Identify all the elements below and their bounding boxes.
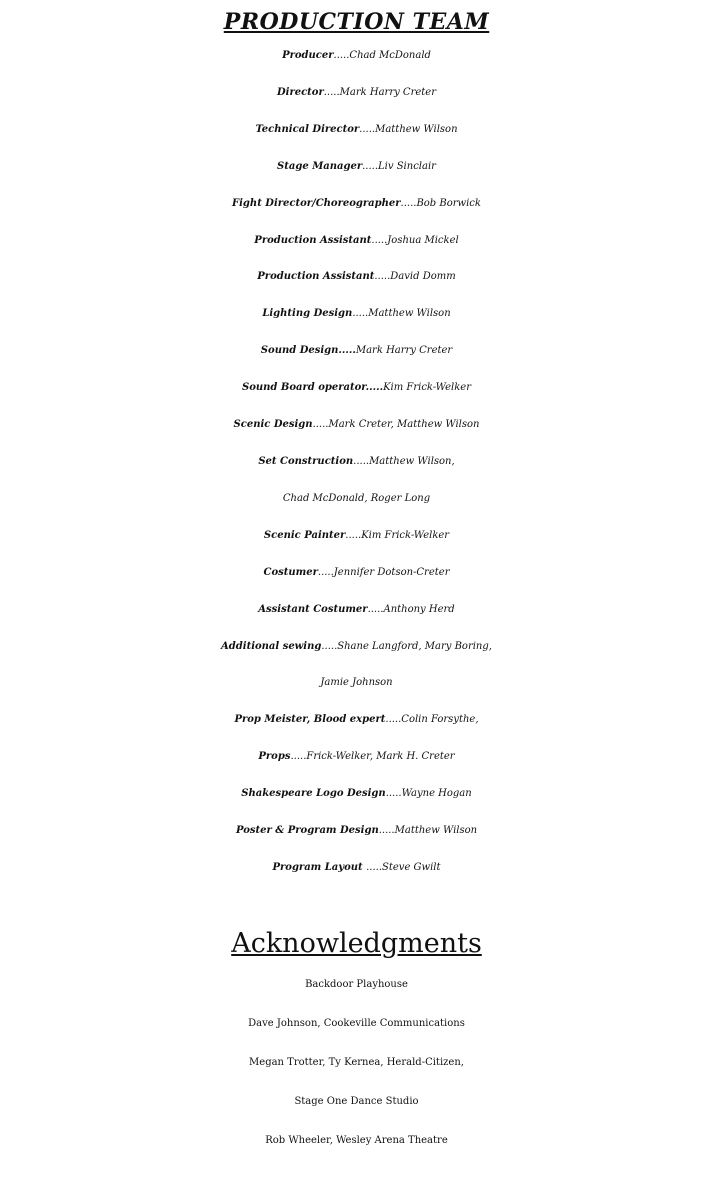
credit-line xyxy=(0,665,713,702)
acknowledgment-line: Rob Wheeler, Wesley Arena Theatre xyxy=(265,1135,448,1146)
credit-dots: ..... xyxy=(385,788,402,800)
credit-name: Frick-Welker, Mark H. Creter xyxy=(306,751,455,763)
credit-dots: ..... xyxy=(317,566,334,578)
acknowledgment-line: Megan Trotter, Ty Kernea, Herald-Citizen, xyxy=(249,1057,464,1068)
credit-dots: ..... xyxy=(359,123,376,135)
credit-role: Prop Meister, Blood expert xyxy=(234,714,386,726)
credit-line xyxy=(0,592,713,629)
credit-role: Production Assistant xyxy=(257,271,375,283)
credit-dots: ..... xyxy=(362,160,379,172)
credit-line xyxy=(0,739,713,776)
credit-dots: ..... xyxy=(290,751,307,763)
credit-name: Liv Sinclair xyxy=(378,160,436,172)
credit-name: Colin Forsythe, xyxy=(401,714,479,726)
credit-name: Bob Borwick xyxy=(416,197,481,209)
credit-dots: ..... xyxy=(367,603,384,615)
credit-line xyxy=(0,149,713,186)
credit-dots: ..... xyxy=(374,271,391,283)
credit-line xyxy=(0,702,713,739)
credit-dots: ..... xyxy=(323,86,340,98)
credit-name: Anthony Herd xyxy=(383,603,455,615)
credit-name: Matthew Wilson xyxy=(394,825,478,837)
credit-role: Costumer xyxy=(263,566,318,578)
credit-line xyxy=(0,259,713,296)
credit-line xyxy=(0,813,713,850)
credit-line xyxy=(0,481,713,518)
credit-name: Matthew Wilson xyxy=(375,123,458,135)
credit-name: Jennifer Dotson-Creter xyxy=(333,566,450,578)
credit-line xyxy=(0,555,713,592)
credit-role: Shakespeare Logo Design xyxy=(241,788,386,800)
credit-role: Sound Board operator..... xyxy=(242,382,384,394)
credit-role: Set Construction xyxy=(258,455,354,467)
credit-dots: ..... xyxy=(400,197,417,209)
credit-dots: ..... xyxy=(352,308,369,320)
credit-role: Production Assistant xyxy=(254,234,372,246)
credit-line xyxy=(0,518,713,555)
credit-name: Matthew Wilson xyxy=(368,308,451,320)
credits-list xyxy=(0,38,713,887)
credit-role: Technical Director xyxy=(255,123,360,135)
credit-name: Joshua Mickel xyxy=(387,234,459,246)
credit-name: Kim Frick-Welker xyxy=(361,529,450,541)
credit-line xyxy=(0,407,713,444)
credit-role: Scenic Painter xyxy=(263,529,346,541)
credit-name: Mark Harry Creter xyxy=(355,345,453,357)
credit-line xyxy=(0,38,713,75)
credit-name: Matthew Wilson, xyxy=(369,455,455,467)
credit-line xyxy=(0,186,713,223)
credit-name: Wayne Hogan xyxy=(401,788,472,800)
credit-name: Mark Harry Creter xyxy=(339,86,436,98)
credit-role: Director xyxy=(276,86,324,98)
credit-name: David Domm xyxy=(390,271,456,283)
production-team-heading: PRODUCTION TEAM xyxy=(223,9,490,35)
credit-role: Stage Manager xyxy=(277,160,363,172)
credit-name: Shane Langford, Mary Boring, xyxy=(337,640,492,652)
credit-line xyxy=(0,629,713,666)
credit-dots: ..... xyxy=(333,50,350,61)
credit-line xyxy=(0,850,713,887)
credit-dots: ..... xyxy=(371,234,388,246)
credit-line xyxy=(0,333,713,370)
credit-role: Lighting Design xyxy=(262,308,353,320)
credit-dots: ..... xyxy=(321,640,338,652)
credit-role: Additional sewing xyxy=(221,640,322,652)
credit-dots: ..... xyxy=(378,825,395,837)
credit-role: Assistant Costumer xyxy=(258,603,368,615)
credit-name: Chad McDonald, Roger Long xyxy=(282,492,431,504)
credit-role: Program Layout xyxy=(272,861,367,873)
acknowledgment-line: Backdoor Playhouse xyxy=(305,979,408,990)
credit-role: Fight Director/Choreographer xyxy=(232,197,401,209)
credit-line xyxy=(0,776,713,813)
credit-line xyxy=(0,296,713,333)
acknowledgment-line: Stage One Dance Studio xyxy=(294,1096,419,1107)
credit-line xyxy=(0,444,713,481)
credit-role: Poster & Program Design xyxy=(235,825,379,837)
credit-name: Chad McDonald xyxy=(349,50,431,61)
credit-role: Scenic Design xyxy=(233,419,313,431)
acknowledgments-section xyxy=(0,923,713,1160)
credit-role: Sound Design..... xyxy=(260,345,356,357)
credit-dots: ..... xyxy=(312,419,329,431)
credit-dots: ..... xyxy=(366,861,383,873)
credit-dots: ..... xyxy=(345,529,362,541)
acknowledgment-line: Dave Johnson, Cookeville Communications xyxy=(248,1018,465,1029)
credit-role: Producer xyxy=(282,50,334,61)
credit-name: Kim Frick-Welker xyxy=(383,382,471,394)
credit-name: Jamie Johnson xyxy=(320,677,393,689)
credit-name: Mark Creter, Matthew Wilson xyxy=(328,419,480,431)
credit-line xyxy=(0,75,713,112)
production-team-section xyxy=(0,6,713,887)
credit-role: Props xyxy=(258,751,291,763)
credit-line xyxy=(0,370,713,407)
credit-dots: ..... xyxy=(385,714,402,726)
credit-line xyxy=(0,112,713,149)
credit-dots: ..... xyxy=(353,455,370,467)
acknowledgments-heading: Acknowledgments xyxy=(231,928,482,959)
acknowledgments-list xyxy=(0,965,713,1160)
credit-name: Steve Gwilt xyxy=(382,861,441,873)
credit-line xyxy=(0,223,713,260)
